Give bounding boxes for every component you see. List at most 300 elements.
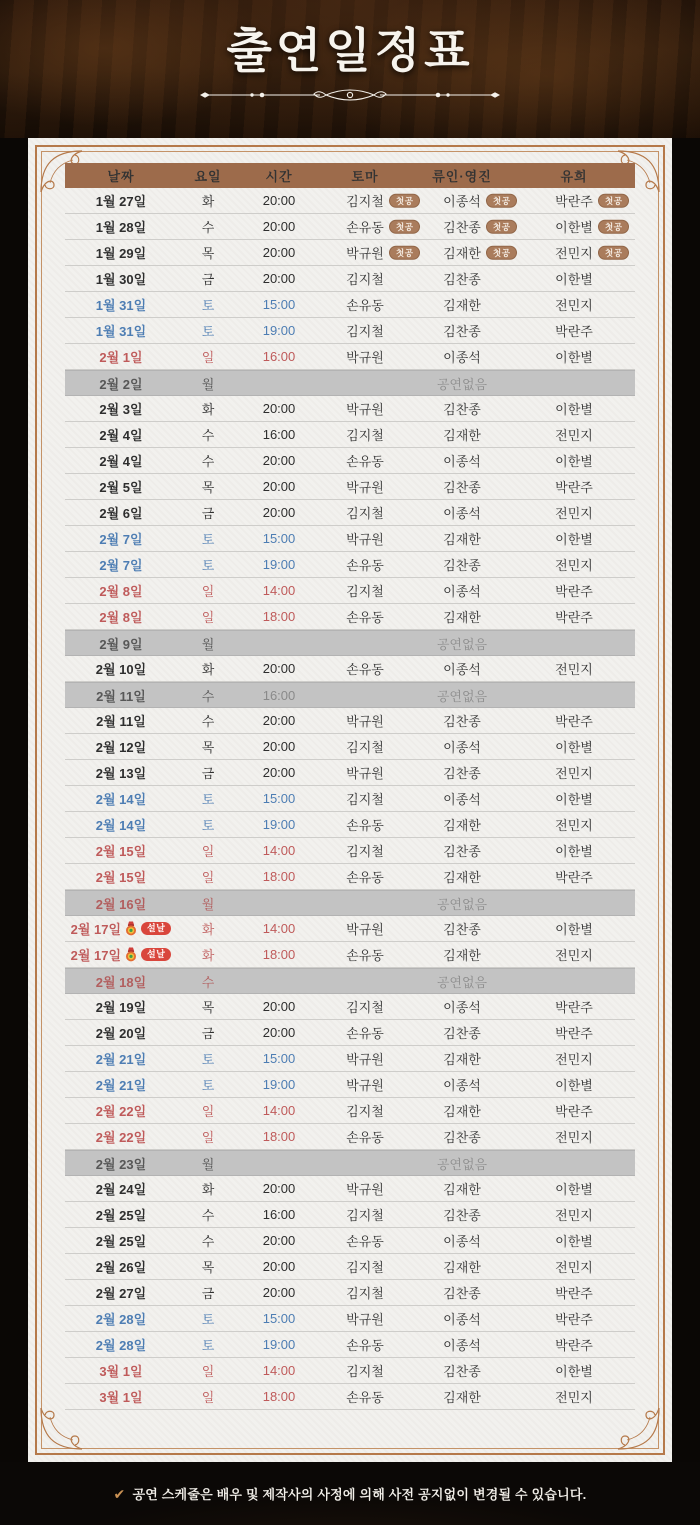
cast-cell-ryuin [411, 292, 513, 317]
cast-cell-ryuin [411, 994, 513, 1019]
cast-name: 김지철 [346, 844, 384, 859]
cast-name: 박규원 [346, 922, 384, 937]
cast-name: 전민지 [555, 558, 593, 573]
cast-cell-toma [319, 526, 411, 551]
corner-flourish-icon [616, 1406, 662, 1452]
date-text: 2월 6일 [99, 506, 143, 521]
day-cell: 수 [201, 688, 215, 704]
cast-cell-yuhui [513, 969, 635, 993]
cast-cell-toma [319, 683, 411, 707]
date-text: 2월 7일 [99, 558, 143, 573]
cast-name: 김재한 [443, 818, 481, 833]
schedule-row [65, 1046, 635, 1072]
time-cell: 20:00 [262, 713, 296, 728]
date-cell [65, 396, 177, 421]
noshow-row [65, 630, 635, 656]
cast-name: 이종석 [443, 454, 481, 469]
date-cell [65, 969, 177, 993]
time-cell: 20:00 [262, 999, 296, 1014]
cast-cell-ryuin [411, 708, 513, 733]
date-cell [65, 631, 177, 655]
schedule-row [65, 526, 635, 552]
schedule-row [65, 1098, 635, 1124]
schedule-row [65, 214, 635, 240]
cast-name: 이종석 [443, 1078, 481, 1093]
cast-cell-toma [319, 1072, 411, 1097]
time-cell: 15:00 [262, 791, 296, 806]
date-text: 2월 25일 [95, 1234, 147, 1249]
cast-cell-yuhui [513, 942, 635, 967]
col-header-day: 요일 [194, 169, 222, 184]
cast-cell-toma [319, 1202, 411, 1227]
cast-cell-toma [319, 786, 411, 811]
schedule-row [65, 266, 635, 292]
day-cell: 금 [201, 272, 215, 287]
cast-cell-yuhui [513, 240, 635, 265]
no-show-label: 공연없음 [436, 688, 488, 704]
date-cell [65, 812, 177, 837]
schedule-row [65, 1358, 635, 1384]
date-text: 2월 26일 [95, 1260, 147, 1275]
schedule-row [65, 1124, 635, 1150]
first-show-badge: 첫공 [486, 245, 517, 260]
day-cell: 토 [201, 1078, 215, 1093]
cast-name: 김지철 [346, 1208, 384, 1223]
date-cell [65, 214, 177, 239]
cast-cell-ryuin [411, 266, 513, 291]
cast-name: 이한별 [555, 1182, 593, 1197]
date-text: 2월 21일 [95, 1078, 147, 1093]
cast-name: 손유동 [346, 662, 384, 677]
cast-name: 김지철 [346, 1286, 384, 1301]
schedule-row [65, 240, 635, 266]
time-cell: 14:00 [262, 921, 296, 936]
cast-cell-ryuin [411, 578, 513, 603]
cast-name: 이종석 [443, 1234, 481, 1249]
first-show-badge: 첫공 [389, 193, 420, 208]
day-cell: 일 [201, 1104, 215, 1119]
cast-cell-yuhui [513, 266, 635, 291]
noshow-row [65, 682, 635, 708]
cast-name: 박규원 [346, 1182, 384, 1197]
cast-name: 전민지 [555, 1390, 593, 1405]
cast-name: 김지철 [346, 584, 384, 599]
day-cell: 수 [201, 714, 215, 729]
cast-cell-yuhui [513, 578, 635, 603]
date-cell [65, 1384, 177, 1409]
cast-cell-yuhui [513, 604, 635, 629]
cast-name: 이종석 [443, 194, 481, 209]
date-cell [65, 552, 177, 577]
table-header [65, 163, 635, 188]
schedule-row [65, 760, 635, 786]
schedule-row [65, 1202, 635, 1228]
cast-cell-yuhui [513, 760, 635, 785]
cast-cell-yuhui [513, 371, 635, 395]
cast-cell-yuhui [513, 422, 635, 447]
date-cell [65, 916, 177, 941]
cast-cell-toma [319, 1151, 411, 1175]
cast-name: 김찬종 [443, 220, 481, 235]
cast-cell-ryuin [411, 1176, 513, 1201]
cast-cell-toma [319, 760, 411, 785]
cast-name: 이종석 [443, 506, 481, 521]
cast-cell-toma [319, 422, 411, 447]
cast-cell-toma [319, 631, 411, 655]
date-cell [65, 1020, 177, 1045]
col-header-ryuin-yeongjin: 류인·영진 [432, 169, 492, 184]
date-text: 2월 23일 [95, 1156, 147, 1172]
col-header-toma: 토마 [351, 169, 379, 184]
time-cell: 18:00 [262, 869, 296, 884]
date-cell [65, 578, 177, 603]
cast-cell-ryuin [411, 526, 513, 551]
date-text: 1월 29일 [95, 246, 147, 261]
cast-cell-yuhui [513, 1280, 635, 1305]
schedule-row [65, 344, 635, 370]
cast-cell-ryuin [411, 916, 513, 941]
cast-name: 김재한 [443, 870, 481, 885]
cast-cell-ryuin [411, 1358, 513, 1383]
cast-cell-toma [319, 1332, 411, 1357]
cast-cell-toma [319, 1176, 411, 1201]
cast-name: 전민지 [555, 766, 593, 781]
date-cell [65, 292, 177, 317]
cast-cell-ryuin [411, 1020, 513, 1045]
schedule-row [65, 1332, 635, 1358]
schedule-row [65, 188, 635, 214]
cast-name: 김지철 [346, 272, 384, 287]
date-text: 2월 11일 [96, 714, 146, 729]
cast-cell-yuhui [513, 734, 635, 759]
cast-cell-yuhui [513, 1358, 635, 1383]
time-cell: 19:00 [262, 1337, 296, 1352]
day-cell: 일 [201, 1130, 215, 1145]
cast-cell-yuhui [513, 1228, 635, 1253]
day-cell: 일 [201, 584, 215, 599]
day-cell: 수 [201, 1234, 215, 1249]
cast-name: 박규원 [346, 766, 384, 781]
date-cell [65, 1306, 177, 1331]
time-cell: 14:00 [262, 583, 296, 598]
date-text: 2월 13일 [95, 766, 147, 781]
seollal-badge: 설날 [141, 948, 171, 961]
date-cell [65, 1332, 177, 1357]
schedule-row [65, 1072, 635, 1098]
cast-name: 손유동 [346, 610, 384, 625]
time-cell: 18:00 [262, 609, 296, 624]
time-cell: 20:00 [262, 505, 296, 520]
cast-name: 박란주 [555, 714, 593, 729]
schedule-row [65, 474, 635, 500]
cast-cell-yuhui [513, 1020, 635, 1045]
date-text: 2월 15일 [95, 870, 147, 885]
schedule-row [65, 838, 635, 864]
cast-name: 김찬종 [443, 402, 481, 417]
cast-cell-toma [319, 1384, 411, 1409]
cast-name: 전민지 [555, 818, 593, 833]
cast-cell-ryuin [411, 1124, 513, 1149]
day-cell: 일 [201, 1364, 215, 1379]
date-cell [65, 1228, 177, 1253]
cast-cell-ryuin [411, 864, 513, 889]
cast-cell-yuhui [513, 1202, 635, 1227]
cast-name: 김지철 [346, 740, 384, 755]
no-show-label: 공연없음 [436, 896, 488, 912]
day-cell: 목 [201, 1260, 215, 1275]
date-cell [65, 1151, 177, 1175]
cast-name: 김재한 [443, 1052, 481, 1067]
day-cell: 월 [201, 636, 215, 652]
cast-cell-ryuin [411, 838, 513, 863]
cast-name: 이종석 [443, 584, 481, 599]
date-cell [65, 1202, 177, 1227]
cast-cell-ryuin [411, 1098, 513, 1123]
cast-cell-toma [319, 552, 411, 577]
noshow-row [65, 968, 635, 994]
cast-name: 전민지 [555, 246, 593, 261]
date-text: 2월 17일 [70, 948, 122, 963]
cast-name: 김재한 [443, 246, 481, 261]
cast-name: 이종석 [443, 740, 481, 755]
schedule-row [65, 656, 635, 682]
cast-cell-toma [319, 344, 411, 369]
cast-cell-yuhui [513, 1151, 635, 1175]
date-cell [65, 188, 177, 213]
day-cell: 수 [201, 454, 215, 469]
cast-cell-yuhui [513, 708, 635, 733]
cast-cell-ryuin [411, 656, 513, 681]
time-cell: 19:00 [262, 1077, 296, 1092]
date-text: 2월 10일 [95, 662, 147, 677]
schedule-table-body [65, 188, 635, 1410]
cast-name: 김찬종 [443, 844, 481, 859]
cast-cell-ryuin [411, 344, 513, 369]
cast-name: 김찬종 [443, 1208, 481, 1223]
cast-name: 이종석 [443, 1000, 481, 1015]
cast-cell-toma [319, 448, 411, 473]
cast-cell-yuhui [513, 318, 635, 343]
corner-flourish-icon [38, 1406, 84, 1452]
cast-name: 손유동 [346, 1026, 384, 1041]
cast-cell-ryuin [411, 422, 513, 447]
cast-cell-ryuin [411, 969, 513, 993]
date-text: 2월 11일 [96, 688, 146, 704]
date-cell [65, 371, 177, 395]
cast-name: 이한별 [555, 844, 593, 859]
date-cell [65, 1176, 177, 1201]
cast-cell-ryuin [411, 683, 513, 707]
time-cell: 19:00 [262, 817, 296, 832]
cast-name: 김지철 [346, 194, 384, 209]
schedule-row [65, 734, 635, 760]
day-cell: 일 [201, 610, 215, 625]
cast-cell-ryuin [411, 1280, 513, 1305]
time-cell: 20:00 [262, 453, 296, 468]
date-cell [65, 500, 177, 525]
schedule-row [65, 708, 635, 734]
cast-name: 이종석 [443, 350, 481, 365]
cast-cell-toma [319, 838, 411, 863]
time-cell: 18:00 [262, 947, 296, 962]
cast-name: 김찬종 [443, 1026, 481, 1041]
day-cell: 토 [201, 298, 215, 313]
cast-name: 박란주 [555, 1338, 593, 1353]
cast-cell-yuhui [513, 448, 635, 473]
time-cell: 20:00 [262, 271, 296, 286]
time-cell [239, 969, 319, 993]
date-cell [65, 1280, 177, 1305]
day-cell: 금 [201, 1286, 215, 1301]
cast-cell-toma [319, 1280, 411, 1305]
cast-cell-yuhui [513, 188, 635, 213]
footer-note [114, 1484, 587, 1503]
cast-cell-toma [319, 1046, 411, 1071]
cast-name: 이한별 [555, 350, 593, 365]
cast-name: 박란주 [555, 870, 593, 885]
date-text: 2월 14일 [95, 792, 147, 807]
cast-cell-ryuin [411, 891, 513, 915]
cast-cell-ryuin [411, 1072, 513, 1097]
cast-name: 박규원 [346, 1078, 384, 1093]
cast-cell-ryuin [411, 631, 513, 655]
cast-cell-ryuin [411, 734, 513, 759]
cast-cell-toma [319, 994, 411, 1019]
cast-cell-ryuin [411, 812, 513, 837]
cast-cell-yuhui [513, 500, 635, 525]
day-cell: 토 [201, 792, 215, 807]
cast-name: 박란주 [555, 324, 593, 339]
lucky-pouch-icon [124, 921, 138, 936]
date-cell [65, 1046, 177, 1071]
schedule-row [65, 916, 635, 942]
cast-name: 김찬종 [443, 272, 481, 287]
day-cell: 화 [201, 948, 215, 963]
cast-cell-toma [319, 1358, 411, 1383]
noshow-row [65, 890, 635, 916]
day-cell: 화 [201, 1182, 215, 1197]
check-icon: ✔ [113, 1486, 126, 1502]
cast-name: 이한별 [555, 740, 593, 755]
cast-name: 김재한 [443, 610, 481, 625]
cast-name: 김찬종 [443, 714, 481, 729]
time-cell: 14:00 [262, 1363, 296, 1378]
no-show-label: 공연없음 [436, 636, 488, 652]
cast-name: 김재한 [443, 1260, 481, 1275]
date-text: 2월 9일 [99, 636, 143, 652]
time-cell: 19:00 [262, 323, 296, 338]
cast-name: 김지철 [346, 1000, 384, 1015]
cast-name: 박규원 [346, 480, 384, 495]
date-cell [65, 266, 177, 291]
cast-cell-ryuin [411, 760, 513, 785]
day-cell: 수 [201, 428, 215, 443]
col-header-date: 날짜 [107, 169, 135, 184]
date-cell [65, 656, 177, 681]
time-cell: 18:00 [262, 1389, 296, 1404]
cast-cell-yuhui [513, 916, 635, 941]
schedule-row [65, 994, 635, 1020]
cast-cell-yuhui [513, 1254, 635, 1279]
cast-name: 이종석 [443, 662, 481, 677]
schedule-row [65, 786, 635, 812]
time-cell: 15:00 [262, 297, 296, 312]
time-cell: 20:00 [262, 479, 296, 494]
cast-name: 김찬종 [443, 766, 481, 781]
date-text: 2월 2일 [99, 376, 143, 392]
day-cell: 목 [201, 246, 215, 261]
date-text: 1월 31일 [95, 324, 147, 339]
schedule-row [65, 1020, 635, 1046]
no-show-label: 공연없음 [436, 376, 488, 392]
schedule-row [65, 396, 635, 422]
day-cell: 월 [201, 376, 215, 392]
date-cell [65, 942, 177, 967]
cast-name: 박규원 [346, 246, 384, 261]
cast-name: 손유동 [346, 558, 384, 573]
date-cell [65, 734, 177, 759]
cast-name: 김재한 [443, 1390, 481, 1405]
seollal-badge: 설날 [141, 922, 171, 935]
cast-cell-ryuin [411, 1202, 513, 1227]
first-show-badge: 첫공 [598, 193, 629, 208]
date-text: 2월 8일 [99, 610, 143, 625]
cast-name: 김찬종 [443, 324, 481, 339]
cast-cell-toma [319, 371, 411, 395]
date-cell [65, 1254, 177, 1279]
day-cell: 토 [201, 1052, 215, 1067]
cast-name: 박규원 [346, 1052, 384, 1067]
date-cell [65, 240, 177, 265]
schedule-row [65, 864, 635, 890]
day-cell: 금 [201, 506, 215, 521]
date-cell [65, 891, 177, 915]
footer-bar [0, 1462, 700, 1525]
cast-cell-yuhui [513, 1332, 635, 1357]
date-text: 2월 18일 [95, 974, 147, 990]
cast-name: 이종석 [443, 1338, 481, 1353]
date-text: 2월 27일 [95, 1286, 147, 1301]
cast-cell-toma [319, 500, 411, 525]
time-cell: 20:00 [262, 1233, 296, 1248]
day-cell: 토 [201, 1312, 215, 1327]
time-cell: 20:00 [262, 245, 296, 260]
cast-name: 손유동 [346, 870, 384, 885]
cast-name: 박란주 [555, 1312, 593, 1327]
cast-name: 손유동 [346, 1338, 384, 1353]
schedule-row [65, 1254, 635, 1280]
cast-cell-yuhui [513, 1124, 635, 1149]
date-cell [65, 474, 177, 499]
cast-name: 박규원 [346, 402, 384, 417]
date-text: 2월 22일 [95, 1104, 147, 1119]
date-text: 1월 31일 [95, 298, 147, 313]
first-show-badge: 첫공 [389, 245, 420, 260]
date-text: 2월 24일 [95, 1182, 147, 1197]
day-cell: 일 [201, 1390, 215, 1405]
cast-cell-toma [319, 214, 414, 239]
cast-cell-toma [319, 942, 411, 967]
cast-name: 김지철 [346, 1104, 384, 1119]
cast-name: 김재한 [443, 1104, 481, 1119]
lucky-pouch-icon [124, 947, 138, 962]
cast-cell-toma [319, 396, 411, 421]
schedule-panel [28, 138, 672, 1462]
day-cell: 월 [201, 896, 215, 912]
cast-name: 이종석 [443, 1312, 481, 1327]
date-cell [65, 1124, 177, 1149]
time-cell [239, 631, 319, 655]
